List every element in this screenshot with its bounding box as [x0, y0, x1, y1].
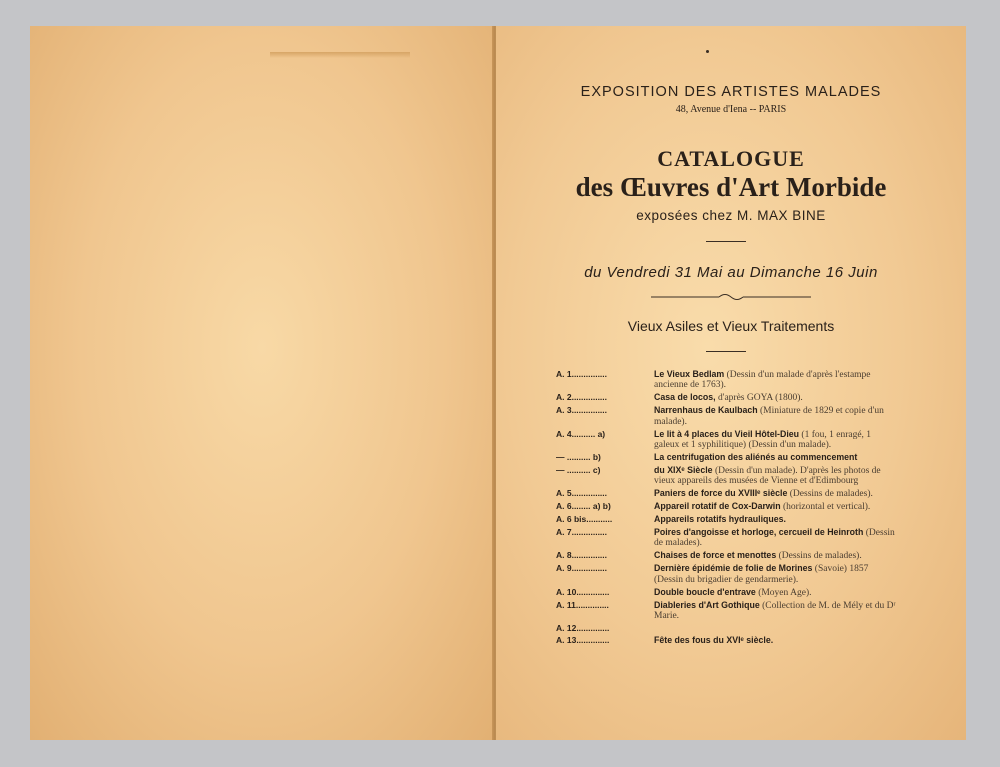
entry-description: (Dessin de malades).	[654, 528, 895, 549]
entry-title: Dernière épidémie de folie de Morines	[654, 563, 813, 574]
entry-title: Casa de locos,	[654, 392, 716, 403]
entry-title: Chaises de force et menottes	[654, 550, 777, 561]
ink-dot	[706, 50, 709, 53]
entry-title: Double boucle d'entrave	[654, 586, 756, 597]
entry-text	[654, 550, 896, 561]
entry-number: A. 4.......... a)	[556, 428, 606, 439]
entry-title: Appareils rotatifs hydrauliques.	[654, 514, 786, 525]
catalogue-entry	[556, 429, 896, 451]
entry-number: A. 7...............	[556, 527, 608, 538]
catalogue-entry	[556, 392, 896, 403]
entry-description: d'après GOYA (1800).	[715, 393, 803, 404]
entry-title: Diableries d'Art Gothique	[654, 599, 760, 610]
catalogue-entry	[556, 405, 896, 427]
entry-description: (Collection de M. de Mély et du Dʳ Marie.	[654, 600, 896, 621]
entry-title: Paniers de force du XVIIIᵉ siècle	[654, 488, 788, 499]
entry-description: (Dessin d'un malade d'après l'estampe ancienne de 1763).	[654, 370, 871, 391]
catalogue-heading: CATALOGUE	[657, 146, 805, 171]
entry-text	[654, 488, 896, 499]
catalogue-entry	[556, 501, 896, 512]
catalogue-entry	[556, 452, 896, 463]
catalogue-entry	[556, 600, 896, 622]
entry-description: (horizontal et vertical).	[780, 502, 871, 513]
entry-number: A. 12..............	[556, 622, 610, 633]
entry-description: (Miniature de 1829 et copie d'un malade).	[654, 406, 884, 427]
entry-text	[654, 635, 896, 646]
section-title: Vieux Asiles et Vieux Traitements	[627, 318, 835, 334]
exhibition-title: EXPOSITION DES ARTISTES MALADES	[580, 84, 882, 100]
entry-text	[654, 623, 896, 633]
entry-number: A. 2...............	[556, 392, 608, 403]
entry-number: — .......... b)	[556, 451, 601, 462]
exhibitor-line: exposées chez M. MAX BINE	[636, 208, 826, 223]
entry-number: A. 6 bis...........	[556, 514, 613, 525]
entry-text	[654, 452, 896, 463]
entry-number: A. 13..............	[556, 634, 610, 645]
entry-text	[654, 600, 896, 622]
entry-description: (Dessins de malades).	[776, 551, 862, 562]
entry-number: A. 3...............	[556, 405, 608, 416]
entry-text	[654, 501, 896, 512]
left-page-blank	[30, 26, 495, 740]
entry-text	[654, 369, 896, 391]
entry-title: Fête des fous du XVIᵉ siècle.	[654, 634, 774, 645]
entry-title: Le lit à 4 places du Vieil Hôtel-Dieu	[654, 428, 800, 439]
entry-title: Narrenhaus de Kaulbach	[654, 405, 758, 416]
torn-edge	[270, 52, 410, 58]
entry-description: (Dessins de malades).	[787, 489, 873, 500]
entry-number: A. 11..............	[556, 599, 609, 610]
entry-text	[654, 514, 896, 525]
entry-description: (Dessin d'un malade). D'après les photos de vieux appareils des musées de Vienne et d'Edimbourg	[654, 465, 881, 487]
catalogue-entry	[556, 488, 896, 499]
entry-description: (1 fou, 1 enragé, 1 galeux et 1 syphilitique) (Dessin d'un malade).	[654, 429, 872, 450]
entry-description: (Savoie) 1857 (Dessin du brigadier de gendarmerie).	[654, 564, 869, 585]
catalogue-list	[556, 369, 896, 648]
entry-title: Le Vieux Bedlam	[654, 369, 725, 379]
catalogue-entry	[556, 587, 896, 598]
entry-number: A. 8...............	[556, 550, 608, 561]
catalogue-entry	[556, 465, 896, 487]
entry-title: La centrifugation des aliénés au commencement	[654, 451, 858, 462]
catalogue-entry	[556, 514, 896, 525]
entry-text	[654, 392, 896, 403]
exhibition-address: 48, Avenue d'Iena -- PARIS	[675, 104, 787, 115]
entry-title: du XIXᵉ Siècle	[654, 464, 713, 475]
entry-text	[654, 465, 896, 487]
entry-text	[654, 429, 896, 451]
section-divider	[706, 351, 746, 352]
entry-text	[654, 587, 896, 598]
ornament-divider	[651, 292, 811, 302]
entry-text	[654, 527, 896, 549]
entry-text	[654, 405, 896, 427]
exhibition-dates: du Vendredi 31 Mai au Dimanche 16 Juin	[584, 264, 878, 281]
entry-description: (Moyen Age).	[755, 587, 812, 598]
catalogue-entry	[556, 550, 896, 561]
entry-title: Appareil rotatif de Cox-Darwin	[654, 501, 781, 512]
divider-rule	[706, 241, 746, 242]
catalogue-entry	[556, 369, 896, 391]
catalogue-subheading: des Œuvres d'Art Morbide	[575, 172, 887, 202]
entry-number: A. 5...............	[556, 488, 608, 499]
right-page	[496, 26, 966, 740]
entry-number: A. 6........ a) b)	[556, 501, 611, 512]
entry-number: A. 9...............	[556, 563, 608, 574]
entry-number: A. 10..............	[556, 586, 610, 597]
catalogue-entry	[556, 623, 896, 633]
catalogue-entry	[556, 635, 896, 646]
entry-number: A. 1...............	[556, 369, 608, 379]
catalogue-entry	[556, 527, 896, 549]
catalogue-entry	[556, 563, 896, 585]
entry-title: Poires d'angoisse et horloge, cercueil de Heinroth	[654, 527, 864, 538]
entry-text	[654, 563, 896, 585]
entry-number: — .......... c)	[556, 464, 601, 475]
